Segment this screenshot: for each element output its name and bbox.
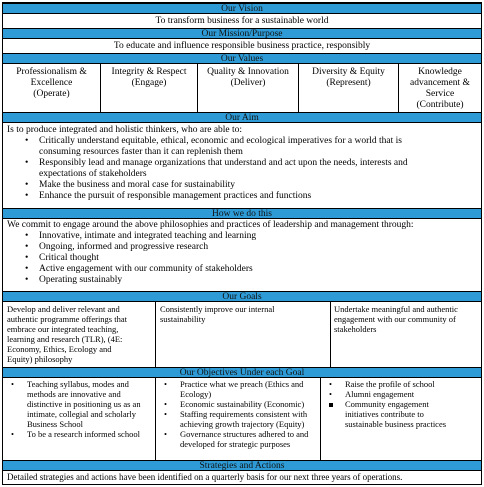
bullet-icon: • [25,191,29,201]
objectives-col1 [3,379,155,439]
goals-heading: Our Goals [3,291,481,302]
bullet-icon: • [164,379,167,389]
goal-1: Develop and deliver relevant and authentic programme offerings that embrace our integrated teaching, learning and research (TLR), (4E: Economy, Ethics, Ecology and Equity) philosophy [7,304,127,364]
strategies-statement: Detailed strategies and actions have been identified on a quarterly basis for our next three years of operations. [7,472,403,482]
bullet-icon: • [164,409,167,419]
aim-intro: Is to produce integrated and holistic thinkers, who are able to: [7,125,243,135]
bullet-icon: • [11,429,14,439]
bullet-icon: • [329,389,332,399]
objectives-heading: Our Objectives Under each Goal [3,367,481,378]
aim-item: • Make the business and moral case for sustainability [25,180,236,190]
how-item: • Innovative, intimate and integrated teaching and learning [25,231,257,241]
bullet-icon: • [25,158,29,168]
strategies-heading: Strategies and Actions [3,460,481,471]
objectives-col3 [321,379,481,429]
bullet-icon: • [11,379,14,389]
objective-item: • Teaching syllabus, modes and methods are innovative and distinctive in positioning us as an intimate, collegial and scholarly Business School [11,379,141,429]
value-line: (Contribute) [416,100,464,110]
goal-2: Consistently improve our internal sustainability [160,304,275,324]
value-quality [198,67,298,89]
value-professionalism [3,67,100,100]
value-integrity [101,67,197,89]
value-line: (Deliver) [230,78,266,88]
value-line: advancement & [410,78,470,88]
value-line: Service [425,89,455,99]
value-line: Excellence [30,78,73,88]
objective-item: • Staffing requirements consistent with achieving growth trajectory (Equity) [164,409,308,429]
values-heading: Our Values [3,53,481,64]
vision-statement: To transform business for a sustainable world [155,16,329,26]
bullet-icon: • [25,253,29,263]
value-line: (Represent) [326,78,371,88]
value-line: (Engage) [131,78,167,88]
bullet-icon: • [164,429,167,439]
value-line: Knowledge [418,67,462,77]
bullet-icon: • [25,242,29,252]
bullet-icon: • [329,379,332,389]
bullet-icon: • [25,264,29,274]
aim-item: • Critically understand equitable, ethical, economic and ecological imperatives for a world that is consuming resources faster than it can replenish them [25,136,402,157]
mission-heading: Our Mission/Purpose [3,28,481,39]
value-line: Diversity & Equity [312,67,385,77]
value-line: Professionalism & [16,67,87,77]
how-intro: We commit to engage around the above philosophies and practices of leadership and management through: [7,220,414,230]
how-item: • Active engagement with our community of stakeholders [25,264,253,274]
value-line: Quality & Innovation [207,67,289,77]
bullet-icon: • [25,180,29,190]
goals-divider [330,302,331,368]
aim-list [3,136,481,202]
how-item: • Operating sustainably [25,275,123,285]
mission-statement: To educate and influence responsible business practice, responsibly [113,41,371,51]
objective-item: • To be a research informed school [11,429,140,439]
bullet-icon: • [164,399,167,409]
bullet-icon: • [25,136,29,146]
goals-divider [155,302,156,368]
square-bullet-icon [329,399,333,409]
goal-3: Undertake meaningful and authentic engagement with our community of stakeholders [334,304,458,334]
objective-item: • Raise the profile of school [329,379,435,389]
value-line: Integrity & Respect [111,67,187,77]
aim-item: • Responsibly lead and manage organizations that understand and act upon the needs, interests and expectations of stakeholders [25,158,408,179]
how-item: • Critical thought [25,253,99,263]
aim-heading: Our Aim [3,112,481,123]
value-diversity [299,67,398,89]
objective-item: • Alumni engagement [329,389,415,399]
how-list [3,231,481,286]
objective-item: • Practice what we preach (Ethics and Ecology) [164,379,304,399]
bullet-icon: • [25,231,29,241]
aim-item: • Enhance the pursuit of responsible management practices and functions [25,191,312,201]
objective-item: • Economic sustainability (Economic) [164,399,305,409]
how-heading: How we do this [3,208,481,219]
how-item: • Ongoing, informed and progressive research [25,242,209,252]
value-knowledge [399,67,481,111]
objective-item: Community engagement initiatives contribute to sustainable business practices [321,399,481,429]
vision-heading: Our Vision [3,3,481,14]
objective-item: • Governance structures adhered to and developed for strategic purposes [164,429,309,449]
objectives-col2 [156,379,320,449]
bullet-icon: • [25,275,29,285]
value-line: (Operate) [33,89,70,99]
